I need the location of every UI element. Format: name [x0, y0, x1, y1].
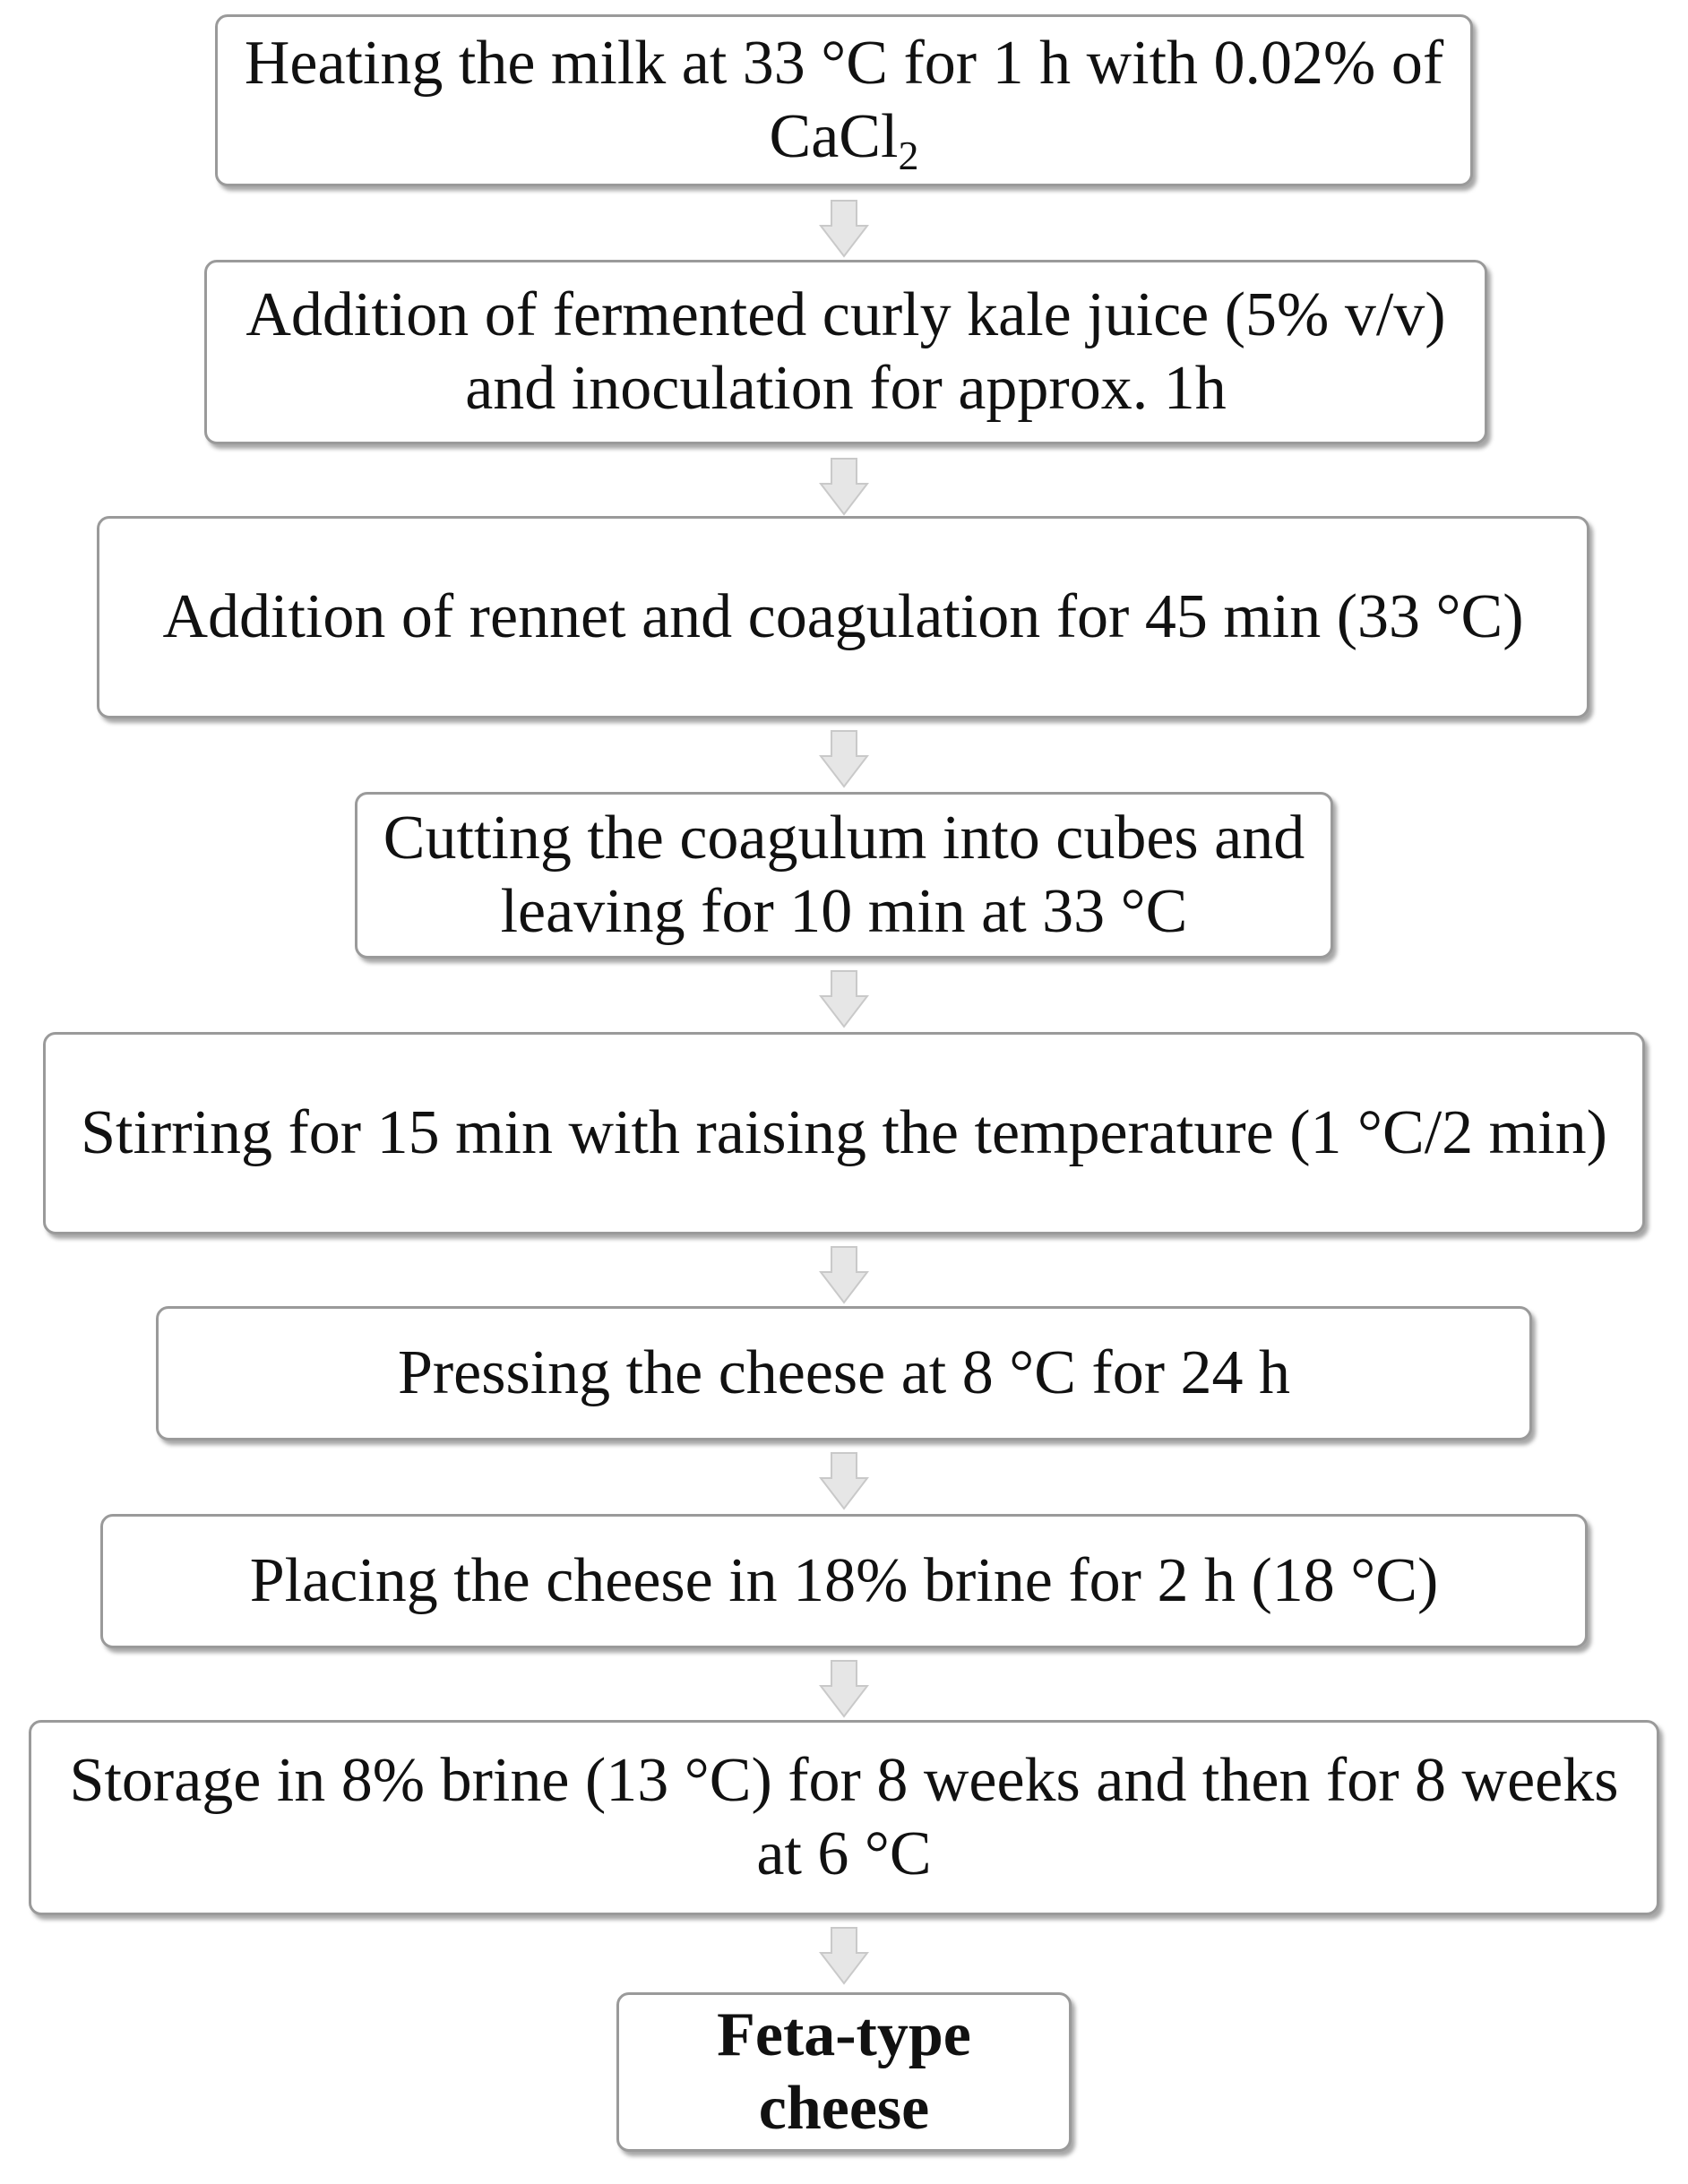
flow-step-storage-text: Storage in 8% brine (13 °C) for 8 weeks and then for 8 weeks at 6 °C	[69, 1746, 1619, 1888]
calcium-chloride-subscript: 2	[898, 133, 919, 178]
flow-result-feta-cheese	[616, 1992, 1072, 2152]
down-arrow-icon	[819, 1451, 869, 1510]
down-arrow-icon	[819, 1245, 869, 1304]
flow-step-stirring-text: Stirring for 15 min with raising the temperature (1 °C/2 min)	[81, 1098, 1607, 1167]
down-arrow-icon	[819, 729, 869, 788]
flow-step-stirring	[43, 1032, 1645, 1234]
down-arrow-icon	[819, 969, 869, 1028]
flow-step-brine-placing-text: Placing the cheese in 18% brine for 2 h (18 °C)	[249, 1546, 1439, 1615]
flow-step-kale-juice	[204, 260, 1487, 444]
down-arrow-icon	[819, 1659, 869, 1718]
flow-step-pressing-text: Pressing the cheese at 8 °C for 24 h	[397, 1338, 1291, 1407]
flow-step-cutting	[355, 792, 1333, 959]
flow-step-heating	[215, 14, 1473, 186]
flow-result-feta-cheese-text: Feta-type cheese	[717, 2000, 971, 2143]
flow-step-heating-text: Heating the milk at 33 °C for 1 h with 0.02% of CaCl$_2$	[244, 29, 1444, 178]
down-arrow-icon	[819, 199, 869, 258]
flow-step-kale-juice-text: Addition of fermented curly kale juice (5% v/v) and inoculation for approx. 1h	[245, 280, 1446, 423]
down-arrow-icon	[819, 1926, 869, 1985]
flow-step-brine-placing	[100, 1514, 1588, 1648]
down-arrow-icon	[819, 457, 869, 516]
flow-step-rennet	[97, 516, 1589, 718]
flow-step-cutting-text: Cutting the coagulum into cubes and leaving for 10 min at 33 °C	[383, 804, 1305, 946]
flow-step-storage	[29, 1720, 1659, 1915]
flow-step-rennet-text: Addition of rennet and coagulation for 45 min (33 °C)	[162, 582, 1524, 651]
flow-step-pressing	[156, 1306, 1532, 1440]
